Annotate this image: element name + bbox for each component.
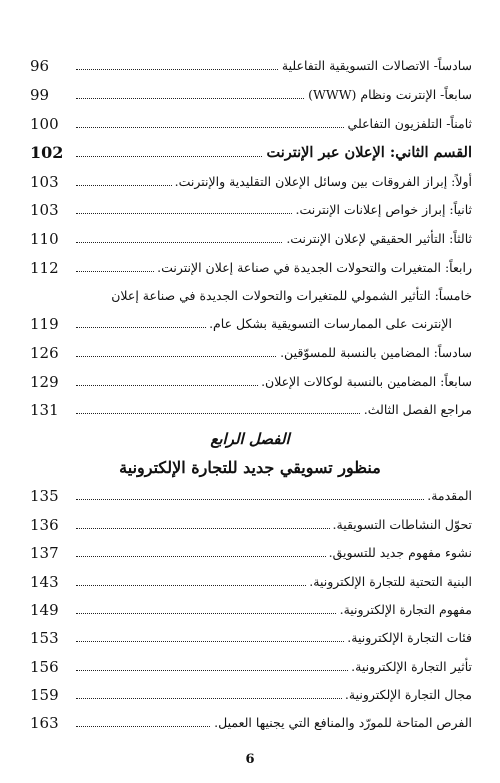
toc-page-number: 96 <box>30 57 50 75</box>
toc-page-number: 129 <box>30 373 59 391</box>
toc-entry <box>30 199 472 221</box>
toc-page-number: 131 <box>30 401 59 419</box>
toc-entry <box>30 228 472 250</box>
chapter-title: منظور تسويقي جديد للتجارة الإلكترونية <box>119 458 381 477</box>
toc-entry-title: الفرص المتاحة للمورّد والمنافع التي يجنيها العميل. <box>211 712 472 734</box>
toc-entry <box>30 84 472 106</box>
dot-leader <box>76 499 472 500</box>
toc-entry-title: سابعاً: المضامين بالنسبة لوكالات الإعلان. <box>258 371 472 393</box>
toc-entry-title: سادساً: المضامين بالنسبة للمسوّقين. <box>277 342 472 364</box>
toc-entry <box>30 342 472 364</box>
toc-page-number: 163 <box>30 714 59 732</box>
toc-entry-title: تحوّل النشاطات التسويقية. <box>330 514 472 536</box>
toc-entry <box>30 514 472 536</box>
toc-entry <box>30 485 472 507</box>
toc-entry <box>30 684 472 706</box>
toc-page-number: 99 <box>30 86 50 104</box>
toc-page-number: 136 <box>30 516 59 534</box>
toc-entry <box>30 371 472 393</box>
toc-entry <box>30 656 472 678</box>
toc-page-number: 110 <box>30 230 59 248</box>
toc-section-heading <box>30 142 472 164</box>
toc-entry <box>30 571 472 593</box>
toc-entry-title: ثانياً: إبراز خواص إعلانات الإنترنت. <box>292 199 472 221</box>
toc-entry <box>30 257 472 279</box>
toc-page-number: 103 <box>30 201 59 219</box>
toc-page-number: 156 <box>30 658 59 676</box>
toc-page-number: 112 <box>30 259 59 277</box>
toc-page-number: 126 <box>30 344 59 362</box>
toc-page-number: 100 <box>30 115 59 133</box>
toc-entry-title: المقدمة. <box>424 485 472 507</box>
toc-page-number: 149 <box>30 601 59 619</box>
toc-page-number: 137 <box>30 544 59 562</box>
toc-entry-title: مجال التجارة الإلكترونية. <box>342 684 472 706</box>
toc-page-number: 103 <box>30 173 59 191</box>
toc-entry-title: ثالثاً: التأثير الحقيقي لإعلان الإنترنت. <box>283 228 472 250</box>
toc-page-number: 143 <box>30 573 59 591</box>
toc-entry-title: مفهوم التجارة الإلكترونية. <box>337 599 472 621</box>
toc-page-number: 135 <box>30 487 59 505</box>
chapter-label: الفصل الرابع <box>210 430 290 448</box>
toc-page-number: 153 <box>30 629 59 647</box>
toc-entry-title: نشوء مفهوم جديد للتسويق. <box>326 542 472 564</box>
toc-page-number: 102 <box>30 143 64 162</box>
toc-entry <box>30 313 472 335</box>
toc-entry-title: تأثير التجارة الإلكترونية. <box>348 656 472 678</box>
toc-entry-title: ثامناً- التلفزيون التفاعلي <box>345 113 472 135</box>
toc-page-number: 159 <box>30 686 59 704</box>
section-heading-title: القسم الثاني: الإعلان عبر الإنترنت <box>263 142 472 164</box>
toc-entry-title: فئات التجارة الإلكترونية. <box>344 627 472 649</box>
toc-entry <box>30 599 472 621</box>
toc-entry <box>30 399 472 421</box>
toc-entry <box>30 712 472 734</box>
toc-entry-first-line: خامساً: التأثير الشمولي للمتغيرات والتحولات الجديدة في صناعة إعلان <box>111 288 472 303</box>
toc-entry-title: سادساً- الاتصالات التسويقية التفاعلية <box>279 55 472 77</box>
toc-entry <box>30 627 472 649</box>
toc-entry-title: سابعاً- الإنترنت ونظام (WWW) <box>305 84 472 106</box>
toc-entry <box>30 113 472 135</box>
toc-entry <box>30 171 472 193</box>
toc-entry-title: أولاً: إبراز الفروقات بين وسائل الإعلان التقليدية والإنترنت. <box>172 171 472 193</box>
toc-page-number: 119 <box>30 315 59 333</box>
toc-entry-second-line: الإنترنت على الممارسات التسويقية بشكل عام. <box>206 313 452 335</box>
toc-entry <box>30 55 472 77</box>
toc-entry-title: مراجع الفصل الثالث. <box>361 399 472 421</box>
toc-entry-title: رابعاً: المتغيرات والتحولات الجديدة في صناعة إعلان الإنترنت. <box>154 257 472 279</box>
toc-entry-title: البنية التحتية للتجارة الإلكترونية. <box>306 571 472 593</box>
toc-entry <box>30 542 472 564</box>
page-number: 6 <box>245 752 255 767</box>
